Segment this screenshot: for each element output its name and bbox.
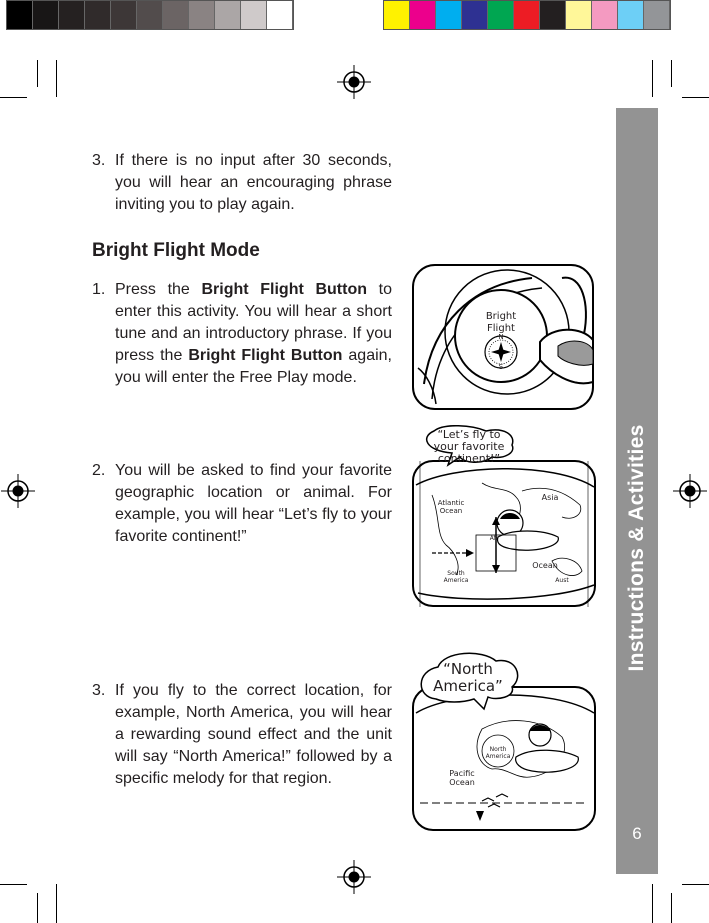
speech-bubble-text: “North America” [433, 660, 503, 695]
step-text: If there is no input after 30 seconds, you will hear an encouraging phrase inviting you to play again. [115, 152, 392, 213]
map-label-pacific-ocean: Pacific Ocean [449, 769, 475, 787]
step-number: 3. [92, 682, 106, 699]
color-swatch [33, 1, 59, 29]
step-text: You will be asked to find your favorite geographic location or animal. For example, you will hear “Let’s fly to your favorite continent!” [115, 462, 392, 545]
map-label-north-america: North America [485, 746, 511, 760]
map-label-south-america: South America [443, 570, 469, 584]
step-number: 1. [92, 281, 106, 298]
crop-mark [671, 60, 672, 87]
registration-mark [337, 860, 371, 894]
crop-mark [56, 884, 57, 923]
crop-mark [652, 884, 653, 923]
color-swatch [566, 1, 592, 29]
color-swatch [644, 1, 670, 29]
color-swatch [163, 1, 189, 29]
step-number: 2. [92, 462, 106, 479]
color-swatch [540, 1, 566, 29]
registration-mark [337, 65, 371, 99]
bright-flight-button-ref: Bright Flight Button [201, 281, 367, 298]
color-swatch [85, 1, 111, 29]
color-swatch [462, 1, 488, 29]
grayscale-color-bar [6, 0, 294, 30]
section-sidebar [616, 108, 658, 874]
color-swatch [111, 1, 137, 29]
color-swatch [59, 1, 85, 29]
map-label-australia: Aust [555, 577, 569, 584]
color-swatch [618, 1, 644, 29]
page-number: 6 [632, 824, 642, 843]
process-color-bar [383, 0, 671, 30]
crop-mark [0, 884, 27, 885]
step-number: 3. [92, 152, 106, 169]
step-text: Press the Bright Flight Button to enter this activity. You will hear a short tune and an introductory phrase. If you press the Bright Flight Button again, you will enter the Free Play mode. [115, 281, 393, 386]
registration-mark [673, 474, 707, 508]
bright-flight-button-illustration [412, 264, 594, 410]
registration-mark [1, 474, 35, 508]
crop-mark [0, 97, 27, 98]
color-swatch [215, 1, 241, 29]
north-america-globe-illustration [412, 651, 596, 831]
speech-bubble-text: “Let’s fly to your favorite continent!” [433, 428, 505, 465]
crop-mark [37, 893, 38, 923]
compass-n: N [498, 333, 504, 341]
crop-mark [37, 60, 38, 87]
continent-globe-illustration [412, 425, 596, 607]
color-swatch [410, 1, 436, 29]
color-swatch [514, 1, 540, 29]
bright-flight-button-ref: Bright Flight Button [188, 347, 343, 364]
button-label: Bright Flight [485, 311, 517, 334]
color-swatch [592, 1, 618, 29]
crop-mark [671, 893, 672, 923]
step-text: If you fly to the correct location, for example, North America, you will hear a rewarding sound effect and the unit will say “North America!” followed by a specific melody for that region. [115, 682, 392, 787]
color-swatch [384, 1, 410, 29]
map-label-asia: Asia [541, 493, 559, 502]
color-swatch [7, 1, 33, 29]
map-label-africa: Afr [489, 535, 499, 542]
color-swatch [241, 1, 267, 29]
compass-s: S [498, 363, 504, 371]
color-swatch [436, 1, 462, 29]
crop-mark [682, 97, 709, 98]
color-swatch [267, 1, 293, 29]
map-label-ocean: Ocean [532, 561, 558, 570]
color-swatch [137, 1, 163, 29]
color-swatch [488, 1, 514, 29]
sidebar-title: Instructions & Activities [625, 424, 648, 672]
crop-mark [56, 60, 57, 97]
crop-mark [682, 884, 709, 885]
crop-mark [652, 60, 653, 97]
color-swatch [189, 1, 215, 29]
section-heading: Bright Flight Mode [92, 240, 260, 261]
map-label-atlantic: Atlantic Ocean [437, 499, 465, 515]
